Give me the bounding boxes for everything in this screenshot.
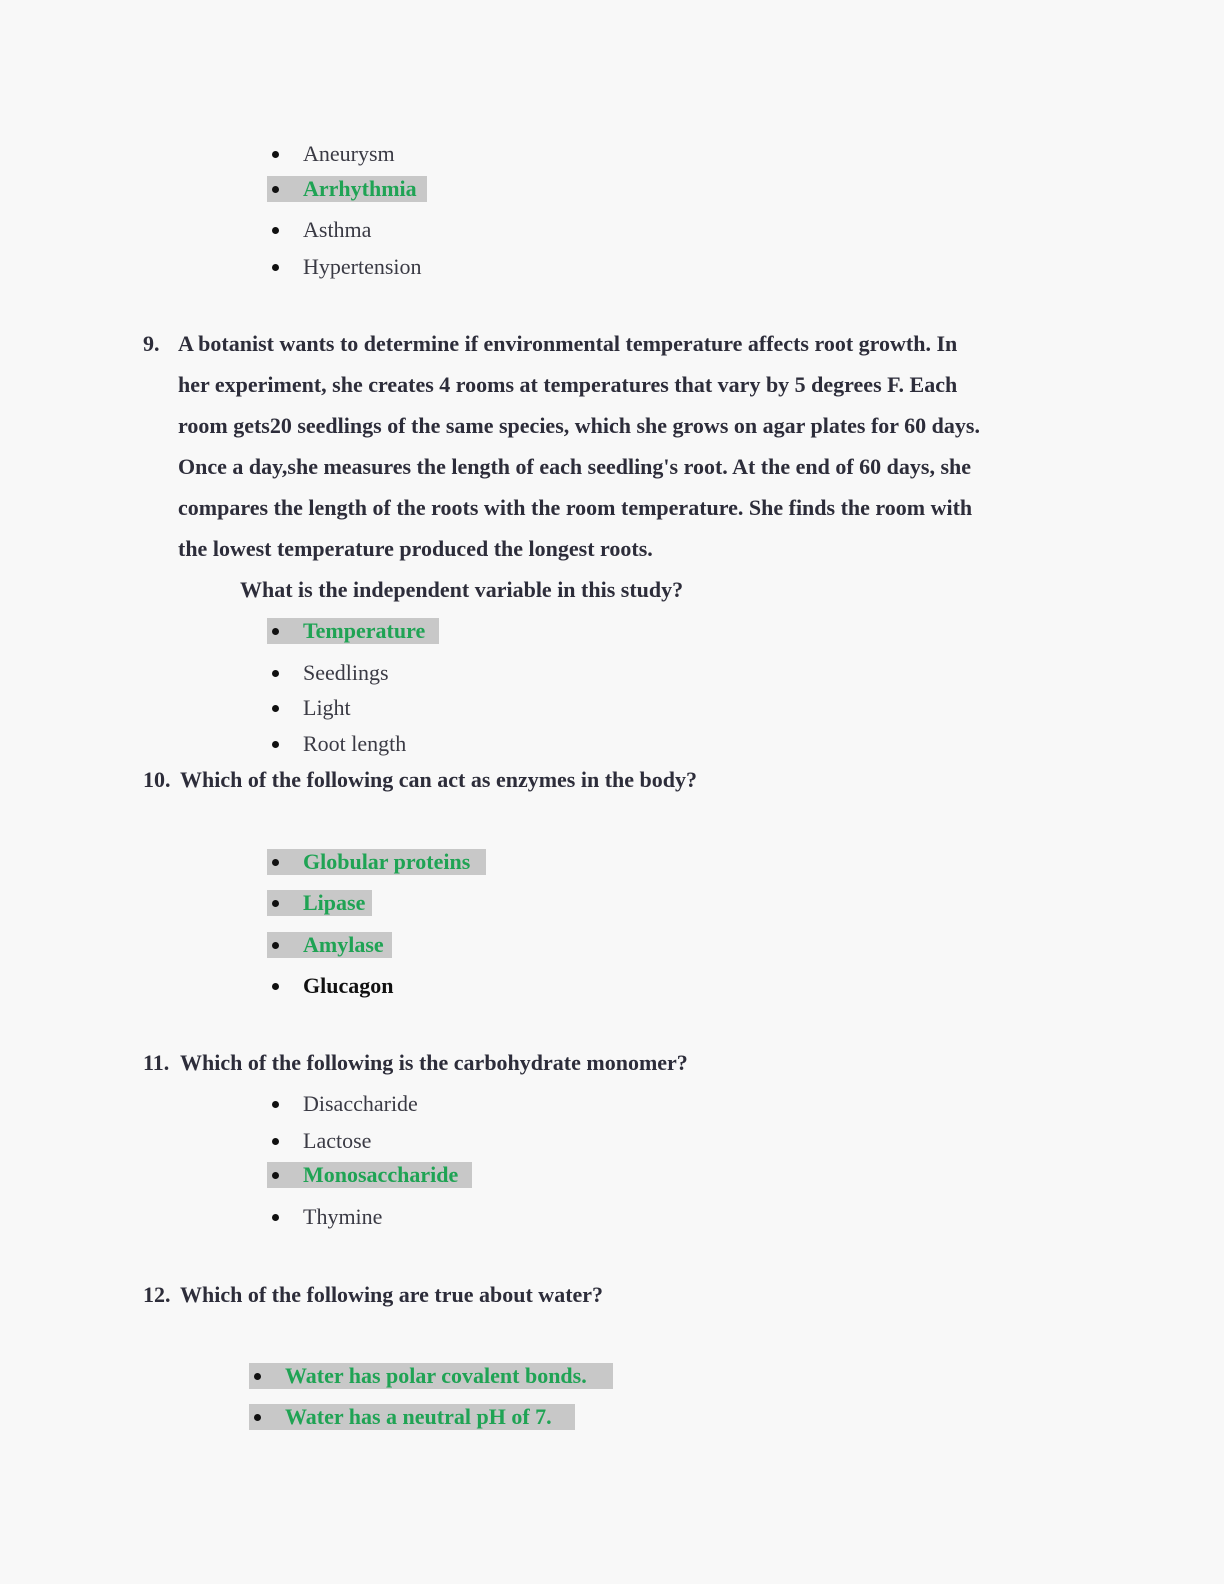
list-item-correct [267, 932, 392, 958]
bullet-icon [272, 628, 279, 635]
option-text: Arrhythmia [303, 176, 417, 201]
option-text: Seedlings [303, 660, 389, 685]
list-item-correct [267, 1162, 472, 1188]
bullet-icon [272, 1101, 279, 1108]
list-item-correct [249, 1363, 613, 1389]
option-text: Water has a neutral pH of 7. [285, 1404, 552, 1429]
bullet-icon [272, 670, 279, 677]
bullet-icon [254, 1414, 261, 1421]
bullet-icon [272, 1214, 279, 1221]
question-text-line: room gets20 seedlings of the same species, which she grows on agar plates for 60 days. [178, 413, 980, 438]
bullet-icon [272, 151, 279, 158]
option-text: Disaccharide [303, 1091, 418, 1116]
bullet-icon [254, 1373, 261, 1380]
question-number: 10. [143, 767, 171, 792]
option-text: Lipase [303, 890, 366, 915]
list-item-correct [267, 890, 372, 916]
question-text: Which of the following is the carbohydrate monomer? [180, 1050, 688, 1075]
option-text: Hypertension [303, 254, 422, 279]
option-text: Root length [303, 731, 407, 756]
bullet-icon [272, 705, 279, 712]
option-text: Amylase [303, 932, 384, 957]
list-item-correct [249, 1404, 575, 1430]
list-item-correct [267, 849, 486, 875]
question-prompt: What is the independent variable in this study? [240, 577, 684, 602]
question-text-line: the lowest temperature produced the longest roots. [178, 536, 653, 561]
question-text: Which of the following are true about water? [180, 1282, 604, 1307]
question-text-line: A botanist wants to determine if environmental temperature affects root growth. In [178, 331, 958, 356]
bullet-icon [272, 983, 279, 990]
question-number: 12. [143, 1282, 171, 1307]
option-text: Water has polar covalent bonds. [285, 1363, 587, 1388]
bullet-icon [272, 227, 279, 234]
bullet-icon [272, 264, 279, 271]
bullet-icon [272, 741, 279, 748]
option-text: Thymine [303, 1204, 383, 1229]
question-text: Which of the following can act as enzymes in the body? [180, 767, 697, 792]
option-text: Light [303, 695, 351, 720]
question-number: 11. [143, 1050, 170, 1075]
question-text-line: Once a day,she measures the length of each seedling's root. At the end of 60 days, she [178, 454, 972, 479]
bullet-icon [272, 900, 279, 907]
option-text: Monosaccharide [303, 1162, 459, 1187]
option-text: Lactose [303, 1128, 372, 1153]
bullet-icon [272, 1138, 279, 1145]
bullet-icon [272, 186, 279, 193]
option-text: Temperature [303, 618, 426, 643]
question-text-line: compares the length of the roots with the room temperature. She finds the room with [178, 495, 973, 520]
question-text-line: her experiment, she creates 4 rooms at temperatures that vary by 5 degrees F. Each [178, 372, 958, 397]
option-text: Glucagon [303, 973, 394, 998]
list-item-correct [267, 618, 439, 644]
option-text: Aneurysm [303, 141, 395, 166]
bullet-icon [272, 1172, 279, 1179]
question-number: 9. [143, 331, 160, 356]
option-text: Globular proteins [303, 849, 471, 874]
list-item-correct [267, 176, 427, 202]
bullet-icon [272, 859, 279, 866]
option-text: Asthma [303, 217, 372, 242]
bullet-icon [272, 942, 279, 949]
